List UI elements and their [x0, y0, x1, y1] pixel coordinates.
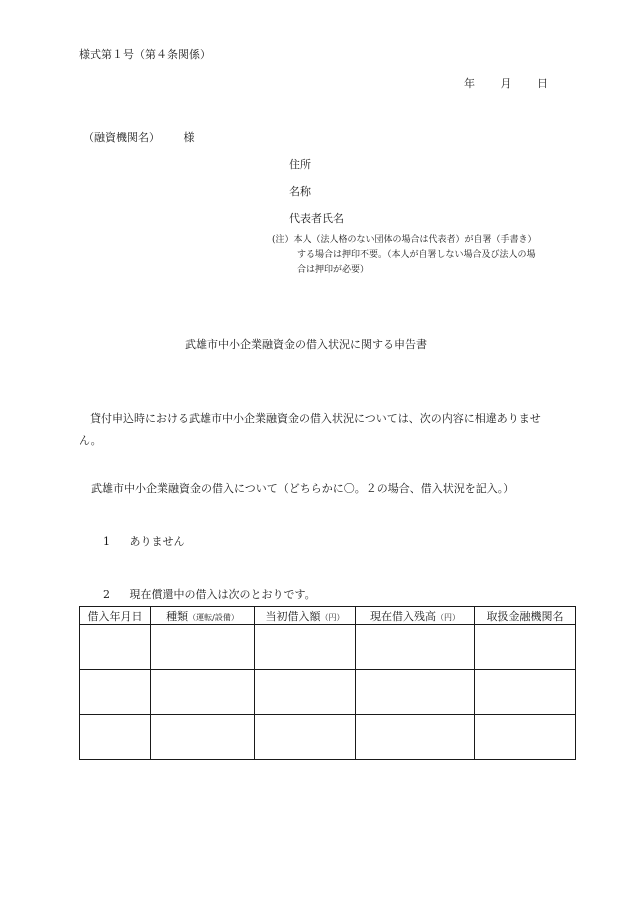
table-cell[interactable]: [356, 625, 475, 670]
table-cell[interactable]: [356, 670, 475, 715]
option-label: 現在償還中の借入は次のとおりです。: [129, 588, 316, 601]
table-cell[interactable]: [475, 670, 576, 715]
signature-note-line: (注）本人（法人格のない団体の場合は代表者）が自署（手書き）: [272, 235, 537, 245]
header-unit: （円）: [320, 612, 345, 622]
header-unit: （運転/設備）: [188, 612, 239, 622]
loan-table: [79, 606, 576, 760]
header-unit: （円）: [436, 612, 460, 622]
option-repaying[interactable]: [103, 586, 316, 602]
table-row: [80, 625, 576, 670]
signature-note-line: 合は押印が必要）: [297, 265, 370, 275]
table-header-row: [80, 607, 576, 625]
applicant-address-label: 住所: [289, 158, 311, 171]
table-cell[interactable]: [80, 625, 151, 670]
option-none[interactable]: [103, 533, 185, 549]
date-year-label: 年: [464, 77, 475, 90]
header-borrow-date: [80, 607, 151, 625]
header-label: 取扱金融機関名: [486, 609, 564, 623]
addressee-honorific: 様: [183, 131, 195, 144]
addressee: [83, 129, 195, 145]
header-label: 当初借入額: [265, 609, 321, 623]
date-month-label: 月: [500, 77, 512, 90]
table-cell[interactable]: [151, 670, 255, 715]
header-initial-amount: [255, 607, 356, 625]
applicant-representative-label: 代表者氏名: [289, 212, 344, 225]
signature-note: [272, 233, 537, 278]
loan-question: 武雄市中小企業融資金の借入について（どちらかに〇。２の場合、借入状況を記入。）: [91, 482, 515, 495]
addressee-institution: （融資機関名）: [83, 131, 160, 144]
table-cell[interactable]: [255, 670, 356, 715]
table-cell[interactable]: [255, 715, 356, 760]
table-cell[interactable]: [80, 715, 151, 760]
table-cell[interactable]: [356, 715, 475, 760]
applicant-name-label: 名称: [289, 185, 311, 198]
header-label: 現在借入残高: [370, 609, 436, 623]
header-lender-name: [475, 607, 576, 625]
document-title: 武雄市中小企業融資金の借入状況に関する申告書: [185, 338, 427, 351]
header-label: 借入年月日: [87, 609, 143, 623]
table-cell[interactable]: [151, 625, 255, 670]
header-loan-type: [151, 607, 255, 625]
signature-note-line: する場合は押印不要。（本人が自署しない場合及び法人の場: [297, 250, 536, 260]
table-cell[interactable]: [475, 715, 576, 760]
declaration-text: 貸付申込時における武雄市中小企業融資金の借入状況については、次の内容に相違ありません。: [79, 412, 541, 447]
table-cell[interactable]: [475, 625, 576, 670]
option-number: 1: [103, 535, 110, 548]
option-number: 2: [103, 588, 110, 601]
table-row: [80, 715, 576, 760]
option-label: ありません: [129, 535, 185, 548]
header-label: 種類: [166, 609, 189, 623]
date-day-label: 日: [537, 77, 548, 90]
table-cell[interactable]: [255, 625, 356, 670]
header-current-balance: [356, 607, 475, 625]
table-cell[interactable]: [151, 715, 255, 760]
table-row: [80, 670, 576, 715]
date-line: [464, 75, 548, 91]
table-cell[interactable]: [80, 670, 151, 715]
form-number: 様式第１号（第４条関係）: [79, 48, 211, 61]
